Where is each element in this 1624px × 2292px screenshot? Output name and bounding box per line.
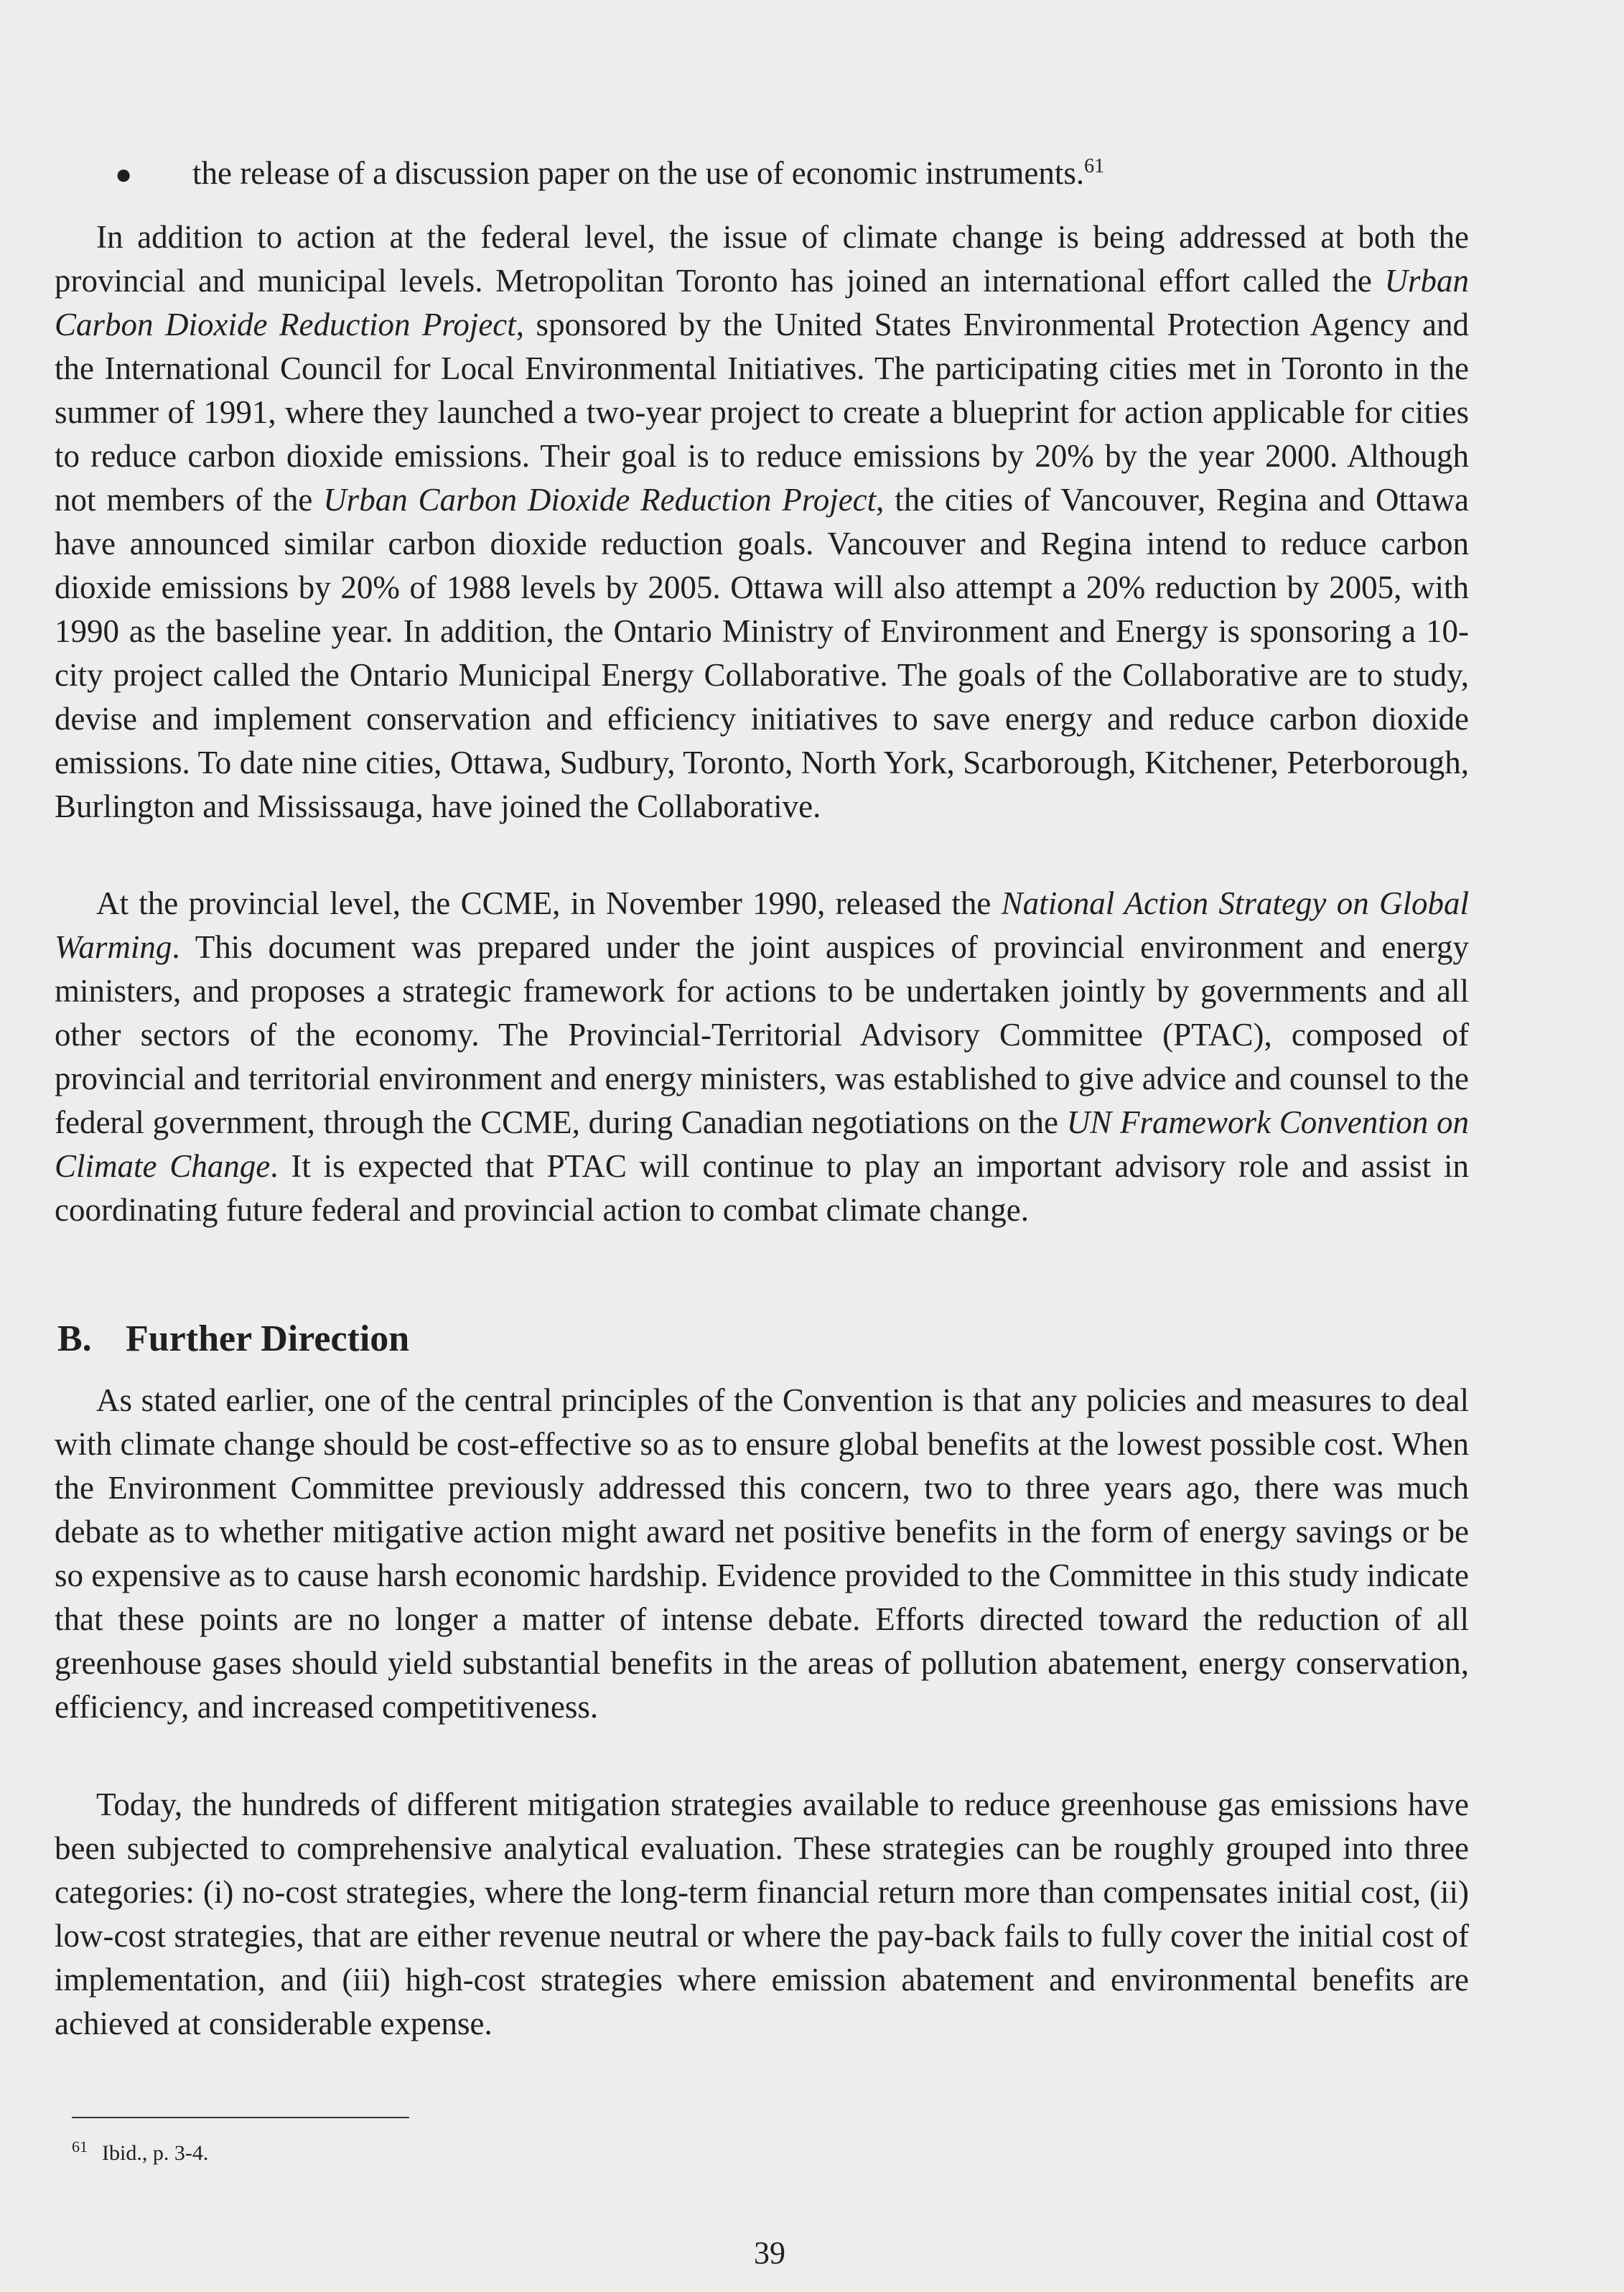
text-run: , the cities of Vancouver, Regina and Ottawa have announced similar carbon dioxide reduction goals. Vancouver and Regina intend to reduce carbon dioxide emissions by 20% of 1988 levels by 2005. Ottawa will also attempt a 20% reduction by 2005, with 1990 as the baseline year. In addition, the Ontario Ministry of Environment and Energy is sponsoring a 10-city project called the Ontario Municipal Energy Collaborative. The goals of the Collaborative are to study, devise and implement conservation and efficiency initiatives to save energy and reduce carbon dioxide emissions. To date nine cities, Ottawa, Sudbury, Toronto, North York, Scarborough, Kitchener, Peterborough, Burlington and Mississauga, have joined the Collaborative. xyxy=(55,482,1469,824)
page-number: 39 xyxy=(754,2235,785,2270)
italic-title-run: Urban Carbon Dioxide Reduction Project xyxy=(323,482,877,518)
text-run: , sponsored by the United States Environmental Protection Agency and the International Council for Local Environmental Initiatives. The participating cities met in Toronto in the summer of 1991, where they launched a two-year project to create a blueprint for action applicable for cities to reduce carbon dioxide emissions. Their goal is to reduce emissions by 20% by the year 2000. Although not members of the xyxy=(55,307,1469,518)
text-run: Today, the hundreds of different mitigation strategies available to reduce greenhouse gas emissions have been subjected to comprehensive analytical evaluation. These strategies can be roughly grouped into three categories: (i) no-cost strategies, where the long-term financial return more than compensates initial cost, (ii) low-cost strategies, that are either revenue neutral or where the pay-back fails to fully cover the initial cost of implementation, and (iii) high-cost strategies where emission abatement and environmental benefits are achieved at considerable expense. xyxy=(55,1786,1469,2041)
paragraph-provincial-action xyxy=(55,882,1469,1232)
paragraph-municipal-action xyxy=(55,215,1469,829)
italic-title-run: National Action Strategy on Global Warming xyxy=(55,885,1469,965)
bullet-item xyxy=(115,151,1479,197)
section-title: Further Direction xyxy=(126,1318,410,1359)
paragraph-cost-effectiveness xyxy=(55,1379,1469,1729)
footnote-reference: 61 xyxy=(1084,155,1105,177)
text-run: In addition to action at the federal level, the issue of climate change is being addressed at both the provincial and municipal levels. Metropolitan Toronto has joined an international effort called the xyxy=(55,219,1469,299)
italic-title-run: Urban Carbon Dioxide Reduction Project xyxy=(55,263,1469,343)
text-run: As stated earlier, one of the central principles of the Convention is that any policies and measures to deal with climate change should be cost-effective so as to ensure global benefits at the lowest possible cost. When the Environment Committee previously addressed this concern, two to three years ago, there was much debate as to whether mitigative action might award net positive benefits in the form of energy savings or be so expensive as to cause harsh economic hardship. Evidence provided to the Committee in this study indicate that these points are no longer a matter of intense debate. Efforts directed toward the reduction of all greenhouse gases should yield substantial benefits in the areas of pollution abatement, energy conservation, efficiency, and increased competitiveness. xyxy=(55,1382,1469,1725)
text-run: At the provincial level, the CCME, in November 1990, released the xyxy=(96,885,1002,921)
bullet-icon: ● xyxy=(115,158,133,190)
bullet-text: the release of a discussion paper on the use of economic instruments. xyxy=(192,155,1085,191)
footnote-number: 61 xyxy=(72,2138,88,2156)
italic-title-run: UN Framework Convention on Climate Change xyxy=(55,1104,1469,1184)
footnote-text: Ibid., p. 3-4. xyxy=(102,2141,209,2165)
text-run: . This document was prepared under the joint auspices of provincial environment and energy ministers, and proposes a strategic framework for actions to be undertaken jointly by governments and all other sectors of the economy. The Provincial-Territorial Advisory Committee (PTAC), composed of provincial and territorial environment and energy ministers, was established to give advice and counsel to the federal government, through the CCME, during Canadian negotiations on the xyxy=(55,929,1469,1140)
section-letter: B. xyxy=(57,1318,92,1359)
footnote xyxy=(72,2131,208,2169)
text-run: . It is expected that PTAC will continue to play an important advisory role and assist in coordinating future federal and provincial action to combat climate change. xyxy=(55,1148,1469,1228)
footnote-divider xyxy=(72,2117,409,2118)
paragraph-mitigation-strategies xyxy=(55,1783,1469,2046)
section-heading xyxy=(57,1314,409,1364)
